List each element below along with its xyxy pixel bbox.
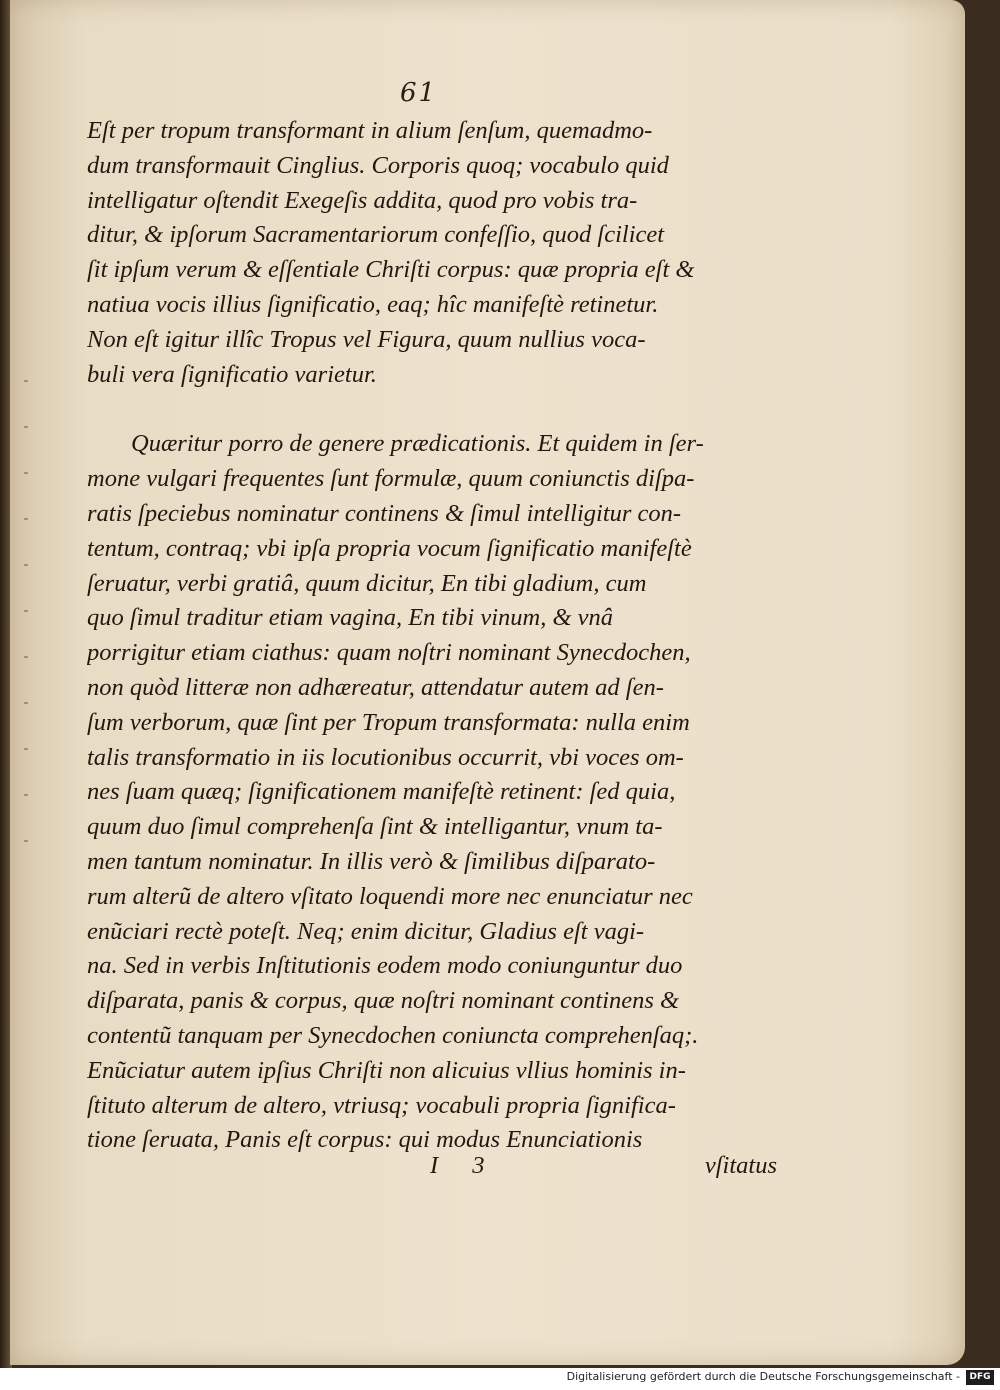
text-line: na. Sed in verbis Inſtitutionis eodem modo coniunguntur duo [87,952,683,980]
digitization-credit-bar [0,1368,1000,1390]
text-line: intelligatur oſtendit Exegeſis addita, quod pro vobis tra- [87,186,638,214]
text-line: tentum, contraq; vbi ipſa propria vocum ſignificatio manifeſtè [87,534,692,562]
text-line: ſtituto alterum de altero, vtriusq; vocabuli propria ſignifica- [87,1091,676,1119]
text-line: quo ſimul traditur etiam vagina, En tibi vinum, & vnâ [87,604,614,632]
page-number: 61 [400,78,438,108]
text-line: non quòd litteræ non adhæreatur, attendatur autem ad ſen- [87,673,664,701]
text-line: Non eſt igitur illîc Tropus vel Figura, quum nullius voca- [87,325,646,353]
paragraph-gap [87,392,767,427]
text-line: Quæritur porro de genere prædicationis. Et quidem in ſer- [131,430,704,458]
text-line: ratis ſpeciebus nominatur continens & ſimul intelligitur con- [87,499,682,527]
text-line: ditur, & ipſorum Sacramentariorum confeſſio, quod ſcilicet [87,221,665,249]
paragraph-1 [87,114,767,392]
text-line: buli vera ſignificatio varietur. [87,360,377,388]
text-line: rum alterũ de altero vſitato loquendi more nec enunciatur nec [87,882,693,910]
text-line: porrigitur etiam ciathus: quam noſtri nominant Synecdochen, [87,639,691,667]
text-line: dum transformauit Cinglius. Corporis quoq; vocabulo quid [87,151,669,179]
text-line: tione ſeruata, Panis eſt corpus: qui modus Enunciationis [87,1126,643,1154]
text-line: mone vulgari frequentes ſunt formulæ, quum coniunctis diſpa- [87,465,695,493]
text-line: enũciari rectè poteſt. Neq; enim dicitur, Gladius eſt vagi- [87,917,645,945]
text-line: Enũciatur autem ipſius Chriſti non alicuius vllius hominis in- [87,1056,686,1084]
text-line: nes ſuam quæq; ſignificationem manifeſtè retinent: ſed quia, [87,778,676,806]
text-line: diſparata, panis & corpus, quæ noſtri nominant continens & [87,987,680,1015]
text-line: men tantum nominatur. In illis verò & ſimilibus diſparato- [87,847,656,875]
text-line: quum duo ſimul comprehenſa ſint & intelligantur, vnum ta- [87,813,663,841]
page-footer [87,1152,777,1186]
text-line: ſeruatur, verbi gratiâ, quum dicitur, En tibi gladium, cum [87,569,647,597]
signature-mark: I 3 [430,1152,499,1179]
credit-text: Digitalisierung gefördert durch die Deutsche Forschungsgemeinschaft - [566,1370,960,1383]
text-line: Eſt per tropum transformant in alium ſenſum, quemadmo- [87,117,653,144]
catchword: vſitatus [704,1152,777,1179]
text-line: talis transformatio in iis locutionibus occurrit, vbi voces om- [87,743,684,771]
text-line: contentũ tanquam per Synecdochen coniuncta comprehenſaq;. [87,1021,699,1049]
gutter-marks [24,380,28,880]
body-text [87,114,767,1158]
text-line: natiua vocis illius ſignificatio, eaq; hîc manifeſtè retinetur. [87,290,659,318]
book-page [10,0,965,1365]
paragraph-2 [87,427,767,1158]
text-line: ſum verborum, quæ ſint per Tropum transformata: nulla enim [87,708,690,736]
text-line: ſit ipſum verum & eſſentiale Chriſti corpus: quæ propria eſt & [87,256,695,284]
dfg-logo-icon: DFG [966,1370,994,1385]
